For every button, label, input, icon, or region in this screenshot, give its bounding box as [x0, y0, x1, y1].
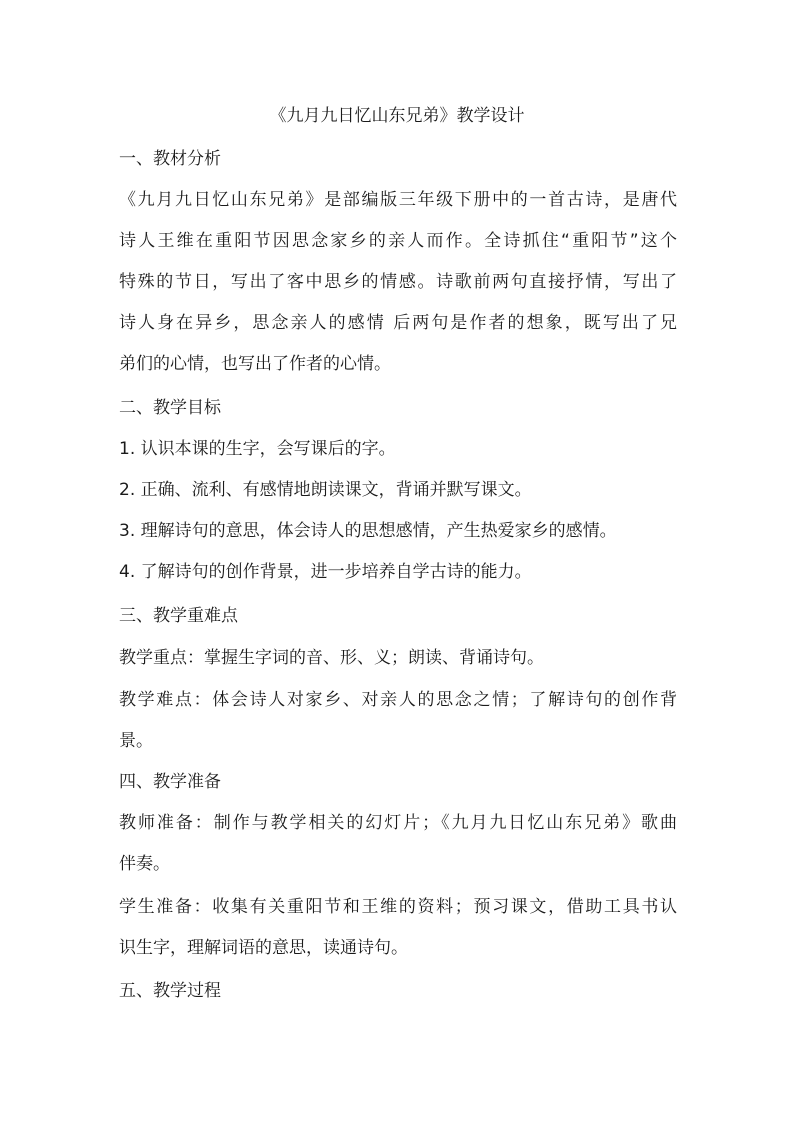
paragraph-line: 特殊的节日，写出了客中思乡的情感。诗歌前两句直接抒情，写出了 [119, 272, 677, 292]
section-heading-key-points: 三、教学重难点 [119, 606, 238, 626]
paragraph-line: 《九月九日忆山东兄弟》是部编版三年级下册中的一首古诗，是唐代 [119, 190, 677, 210]
goal-item: 1. 认识本课的生字，会写课后的字。 [119, 439, 396, 459]
paragraph-line: 诗人身在异乡，思念亲人的感情 后两句是作者的想象，既写出了兄 [119, 313, 677, 333]
section-heading-preparation: 四、教学准备 [119, 772, 221, 792]
paragraph-line: 诗人王维在重阳节因思念家乡的亲人而作。全诗抓住“重阳节”这个 [119, 231, 677, 251]
goal-item: 2. 正确、流利、有感情地朗读课文，背诵并默写课文。 [119, 480, 532, 500]
section-heading-materials: 一、教材分析 [119, 149, 221, 169]
teaching-difficulty-line: 景。 [119, 731, 153, 751]
goal-item: 4. 了解诗句的创作背景，进一步培养自学古诗的能力。 [119, 562, 532, 582]
teaching-difficulty-line: 教学难点：体会诗人对家乡、对亲人的思念之情；了解诗句的创作背 [119, 690, 677, 710]
paragraph-line: 弟们的心情，也写出了作者的心情。 [119, 354, 391, 374]
teacher-preparation-line: 伴奏。 [119, 854, 170, 874]
student-preparation-line: 学生准备：收集有关重阳节和王维的资料；预习课文，借助工具书认 [119, 897, 677, 917]
document-title: 《九月九日忆山东兄弟》教学设计 [269, 106, 525, 126]
student-preparation-line: 识生字，理解词语的意思，读通诗句。 [119, 938, 408, 958]
teaching-focus: 教学重点：掌握生字词的音、形、义；朗读、背诵诗句。 [119, 648, 544, 668]
teacher-preparation-line: 教师准备：制作与教学相关的幻灯片；《九月九日忆山东兄弟》歌曲 [119, 813, 677, 833]
section-heading-goals: 二、教学目标 [119, 398, 221, 418]
section-heading-process: 五、教学过程 [119, 981, 221, 1001]
goal-item: 3. 理解诗句的意思，体会诗人的思想感情，产生热爱家乡的感情。 [119, 521, 617, 541]
